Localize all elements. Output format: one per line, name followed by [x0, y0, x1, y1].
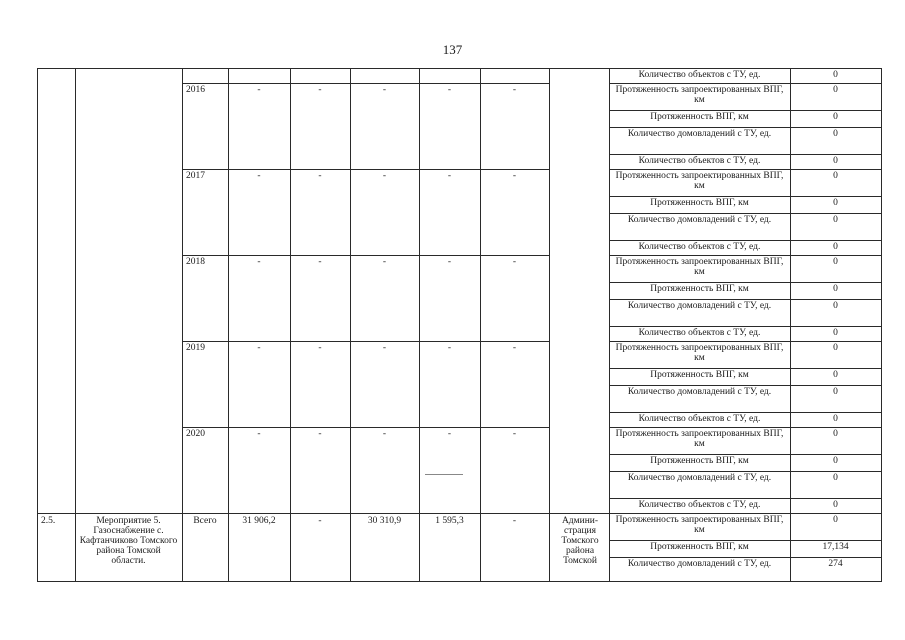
column-border — [37, 68, 38, 581]
indicator-value: 0 — [833, 85, 838, 95]
indicator-row-border — [609, 540, 882, 541]
indicator-value: 0 — [833, 284, 838, 294]
indicator-label: Протяженность запроектированных ВПГ, км — [615, 429, 784, 449]
indicator-label: Количество домовладений с ТУ, ед. — [627, 559, 772, 569]
indicator-label: Количество объектов с ТУ, ед. — [638, 328, 761, 338]
indicator-value: 0 — [833, 328, 838, 338]
indicator-label: Протяженность запроектированных ВПГ, км — [615, 257, 784, 277]
indicator-value: 0 — [833, 429, 838, 439]
indicator-value: 0 — [833, 215, 838, 225]
indicator-value: 0 — [833, 257, 838, 267]
indicator-row-border — [609, 385, 882, 386]
empty-value-dash: - — [382, 85, 387, 95]
empty-value-dash: - — [447, 171, 452, 181]
indicator-value: 0 — [833, 515, 838, 525]
year-block-border — [182, 427, 549, 428]
indicator-label: Протяженность запроектированных ВПГ, км — [615, 515, 784, 535]
empty-value-dash: - — [257, 171, 261, 181]
year-label: 2017 — [186, 171, 205, 181]
measure-number: 2.5. — [41, 516, 56, 526]
indicator-row-border — [609, 454, 882, 455]
row-border — [37, 513, 882, 514]
indicator-value: 0 — [833, 129, 838, 139]
empty-value-dash: - — [512, 429, 517, 439]
other-value: - — [512, 516, 517, 526]
empty-value-dash: - — [257, 429, 261, 439]
indicator-row-border — [609, 110, 882, 111]
empty-value-dash: - — [318, 171, 322, 181]
empty-value-dash: - — [512, 343, 517, 353]
indicator-label: Протяженность запроектированных ВПГ, км — [615, 85, 784, 105]
empty-value-dash: - — [447, 429, 452, 439]
year-label: 2016 — [186, 85, 205, 95]
column-border — [609, 68, 610, 581]
column-border — [419, 68, 420, 581]
indicator-row-border — [609, 326, 882, 327]
indicator-label: Количество объектов с ТУ, ед. — [638, 242, 761, 252]
indicator-label: Количество домовладений с ТУ, ед. — [627, 129, 772, 139]
indicator-label: Протяженность ВПГ, км — [650, 456, 749, 466]
table-bottom-border — [37, 581, 882, 582]
local-value: 1 595,3 — [435, 516, 464, 526]
indicator-row-border — [609, 368, 882, 369]
empty-value-dash: - — [382, 171, 387, 181]
empty-value-dash: - — [512, 257, 517, 267]
indicator-value: 0 — [833, 473, 838, 483]
indicator-value: 0 — [833, 414, 838, 424]
federal-value: - — [318, 516, 322, 526]
indicator-label: Количество объектов с ТУ, ед. — [638, 70, 761, 80]
indicator-value: 17,134 — [822, 542, 849, 552]
empty-value-dash: - — [318, 343, 322, 353]
year-label: 2020 — [186, 429, 205, 439]
indicator-row-border — [609, 169, 882, 170]
year-block-border — [182, 169, 549, 170]
empty-value-dash: - — [382, 343, 387, 353]
executor-name: Админи-страция Томского района Томской — [561, 516, 599, 566]
column-border — [350, 68, 351, 581]
indicator-row-border — [609, 498, 882, 499]
indicator-value: 0 — [833, 456, 838, 466]
column-border — [549, 68, 550, 581]
empty-value-dash: - — [318, 85, 322, 95]
indicator-label: Количество объектов с ТУ, ед. — [638, 414, 761, 424]
year-block-border — [182, 341, 549, 342]
indicator-value: 0 — [833, 242, 838, 252]
column-border — [75, 68, 76, 581]
indicator-value: 0 — [833, 112, 838, 122]
column-border — [480, 68, 481, 581]
indicator-label: Количество домовладений с ТУ, ед. — [627, 387, 772, 397]
empty-value-dash: - — [382, 257, 387, 267]
indicator-row-border — [609, 127, 882, 128]
regional-value: 30 310,9 — [367, 516, 402, 526]
empty-value-dash: - — [318, 429, 322, 439]
indicator-value: 0 — [833, 198, 838, 208]
indicator-label: Протяженность ВПГ, км — [650, 542, 749, 552]
empty-value-dash: - — [512, 85, 517, 95]
indicator-row-border — [609, 213, 882, 214]
indicator-value: 0 — [833, 370, 838, 380]
indicator-label: Количество домовладений с ТУ, ед. — [627, 215, 772, 225]
indicator-row-border — [609, 196, 882, 197]
empty-value-dash: - — [447, 257, 452, 267]
table-top-border — [37, 68, 882, 69]
indicator-value: 0 — [833, 171, 838, 181]
indicator-row-border — [609, 341, 882, 342]
indicator-label: Количество объектов с ТУ, ед. — [638, 500, 761, 510]
indicator-value: 0 — [833, 343, 838, 353]
indicator-label: Количество объектов с ТУ, ед. — [638, 156, 761, 166]
year-block-border — [182, 255, 549, 256]
indicator-row-border — [609, 412, 882, 413]
indicator-row-border — [609, 255, 882, 256]
indicator-value: 0 — [833, 156, 838, 166]
indicator-label: Протяженность ВПГ, км — [650, 284, 749, 294]
indicator-label: Количество домовладений с ТУ, ед. — [627, 473, 772, 483]
empty-value-dash: - — [257, 343, 261, 353]
year-label: 2019 — [186, 343, 205, 353]
column-border — [228, 68, 229, 581]
indicator-value: 0 — [833, 70, 838, 80]
empty-value-dash: - — [318, 257, 322, 267]
indicator-row-border — [609, 83, 882, 84]
column-border — [290, 68, 291, 581]
year-label: 2018 — [186, 257, 205, 267]
indicator-row-border — [609, 240, 882, 241]
indicator-label: Протяженность запроектированных ВПГ, км — [615, 171, 784, 191]
indicator-value: 0 — [833, 301, 838, 311]
indicator-row-border — [609, 427, 882, 428]
indicator-label: Протяженность ВПГ, км — [650, 198, 749, 208]
indicator-label: Протяженность ВПГ, км — [650, 112, 749, 122]
empty-value-dash: - — [382, 429, 387, 439]
total-value: 31 906,2 — [242, 516, 276, 526]
empty-value-dash: - — [512, 171, 517, 181]
scan-mark — [425, 474, 463, 475]
period-label: Всего — [193, 516, 217, 526]
empty-value-dash: - — [447, 343, 452, 353]
column-border — [881, 68, 882, 581]
column-border — [182, 68, 183, 581]
indicator-row-border — [609, 557, 882, 558]
indicator-label: Протяженность ВПГ, км — [650, 370, 749, 380]
indicator-label: Количество домовладений с ТУ, ед. — [627, 301, 772, 311]
indicator-row-border — [609, 471, 882, 472]
indicator-value: 274 — [828, 559, 843, 569]
indicator-row-border — [609, 299, 882, 300]
empty-value-dash: - — [447, 85, 452, 95]
indicator-value: 0 — [833, 500, 838, 510]
empty-value-dash: - — [257, 257, 261, 267]
indicator-label: Протяженность запроектированных ВПГ, км — [615, 343, 784, 363]
indicator-value: 0 — [833, 387, 838, 397]
measure-name: Мероприятие 5. Газоснабжение с. Кафтанчиково Томского района Томской области. — [79, 516, 178, 566]
indicator-row-border — [609, 282, 882, 283]
empty-value-dash: - — [257, 85, 261, 95]
indicator-row-border — [609, 154, 882, 155]
page-number: 137 — [442, 42, 463, 57]
year-block-border — [182, 83, 549, 84]
